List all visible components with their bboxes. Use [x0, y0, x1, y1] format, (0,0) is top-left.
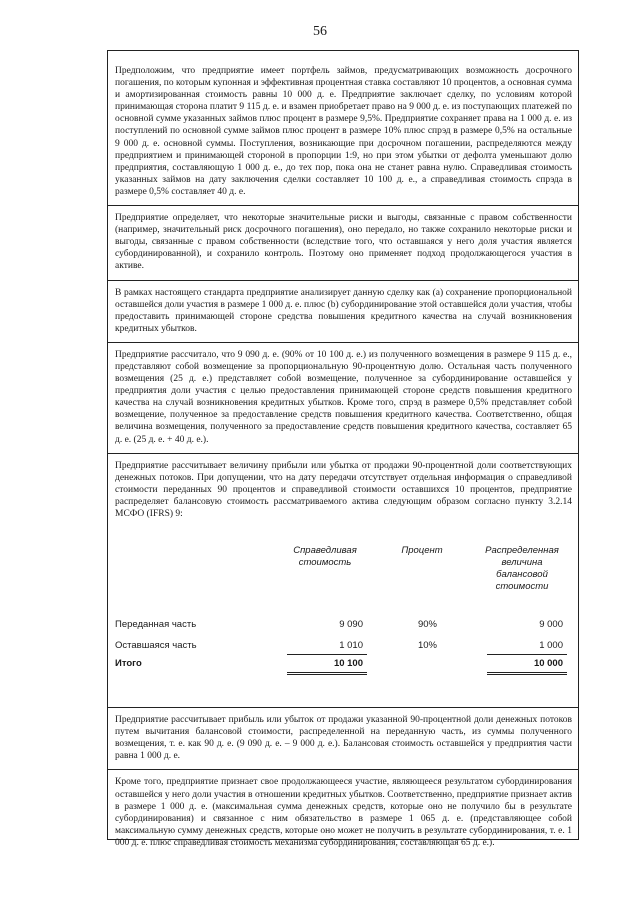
total-double-rule [487, 672, 567, 675]
header-allocated: Распределенная величина балансовой стоимости [485, 545, 559, 593]
document-frame [107, 50, 579, 848]
paragraph-4: Предприятие рассчитало, что 9 090 д. е. (90% от 10 100 д. е.) из полученного возмещения в размере 9 115 д. е., представляют собой возмещение за пропорциональную 90-процентную долю. Остальная часть полученного возмещения (25 д. е.) представляет собой возмещение, полученное за субординирование оставшейся у предприятия доли участия с целью предоставления принимающей стороне средств повышения кредитного качества на случай возникновения кредитных убытков. Кроме того, спрэд в размере 0,5% представляет собой возмещение, полученное за предоставление средств повышения кредитного качества. Соответственно, общая величина возмещения, полученного за предоставление средств повышения кредитного качества, составляет 65 д. е. (25 д. е. + 40 д. е.). [115, 349, 572, 445]
row-allocated-total: 10 000 [533, 658, 563, 670]
row-allocated: 1 000 [539, 640, 563, 652]
header-fair-value: Справедливая стоимость [293, 545, 357, 569]
paragraph-3: В рамках настоящего стандарта предприятие анализирует данную сделку как (а) сохранение пропорциональной оставшейся доли участия в размере 1 000 д. е. плюс (b) субординирование этой оставшейся доли участия, чтобы предоставить принимающей стороне средства повышения кредитного качества на случай возникновения кредитных убытков. [115, 287, 572, 334]
row-label: Переданная часть [115, 619, 197, 631]
row-percent: 10% [417, 640, 437, 652]
allocation-table [115, 545, 572, 695]
paragraph-7: Кроме того, предприятие признает свое продолжающееся участие, являющееся результатом субординирования оставшейся у него доли участия в отношении кредитных убытков. Соответственно, предприятие признает актив в размере 1 000 д. е. (максимальная сумма денежных средств, которые оно не получило бы в результате субординирования) и связанное с ним обязательство в размере 1 065 д. е. (представляющее собой максимальную сумму денежных средств, которые оно может не получить в результате субординирования, т. е. 1 000 д. е. плюс справедливая стоимость механизма субординирования, составляющая 65 д. е.). [115, 777, 572, 848]
divider [108, 205, 578, 206]
paragraph-6: Предприятие рассчитывает прибыль или убыток от продажи указанной 90-процентной доли денежных потоков путем вычитания балансовой стоимости, распределенной на переданную часть, из суммы полученного возмещения, т. е. как 90 д. е. (9 090 д. е. – 9 000 д. е.). Балансовая стоимость оставшейся у предприятия части равна 1 000 д. е. [115, 715, 572, 762]
divider [108, 769, 578, 770]
paragraph-1: Предположим, что предприятие имеет портфель займов, предусматривающих возможность досрочного погашения, по которым купонная и эффективная процентная ставка составляют 10 процентов, а основная сумма и амортизированная стоимость равны 10 000 д. е. Предприятие заключает сделку, по условиям которой принимающая сторона платит 9 115 д. е. и взамен приобретает право на 9 000 д. е. из поступающих платежей по основной сумме указанных займов плюс процент в размере 9,5%. Предприятие сохраняет права на 1 000 д. е. из поступлений по основной сумме займов плюс процент в размере 10% плюс спрэд в размере 0,5% на остальные 9 000 д. е. основной суммы. Поступления, возникающие при досрочном погашении, распределяются между предприятием и принимающей стороной в пропорции 1:9, но при этом убытки от дефолта уменьшают долю предприятия, составляющую 1 000 д. е., до тех пор, пока она не станет равна нулю. Справедливая стоимость указанных займов на дату заключения сделки составляет 10 100 д. е., а справедливая стоимость спрэда в размере 0,5% составляет 40 д. е. [115, 66, 572, 197]
divider [108, 342, 578, 343]
row-label-total: Итого [115, 658, 142, 670]
row-fair-value: 9 090 [339, 619, 363, 631]
page-number: 56 [313, 24, 327, 39]
total-double-rule [287, 672, 367, 675]
divider [108, 453, 578, 454]
paragraph-5: Предприятие рассчитывает величину прибыли или убытка от продажи 90-процентной доли соответствующих денежных потоков. При допущении, что на дату передачи отсутствует отдельная информация о справедливой стоимости переданных 90 процентов и справедливой стоимости оставшихся 10 процентов, предприятие распределяет балансовую стоимость рассматриваемого актива следующим образом согласно пункту 3.2.14 МСФО (IFRS) 9: [115, 460, 572, 519]
header-percent: Процент [401, 545, 443, 557]
row-label: Оставшаяся часть [115, 640, 197, 652]
row-allocated: 9 000 [539, 619, 563, 631]
row-fair-value-total: 10 100 [333, 658, 363, 670]
paragraph-2: Предприятие определяет, что некоторые значительные риски и выгоды, связанные с правом собственности (например, значительный риск досрочного погашения), оно передало, но также сохранило некоторые риски и выгоды, связанные с правом собственности (вследствие того, что оставшаяся у него доля участия является субординированной), и сохранило контроль. Поэтому оно применяет подход продолжающегося участия в активе. [115, 213, 572, 272]
divider [108, 707, 578, 708]
divider [108, 280, 578, 281]
subtotal-rule [287, 654, 367, 655]
row-percent: 90% [417, 619, 437, 631]
subtotal-rule [487, 654, 567, 655]
row-fair-value: 1 010 [339, 640, 363, 652]
